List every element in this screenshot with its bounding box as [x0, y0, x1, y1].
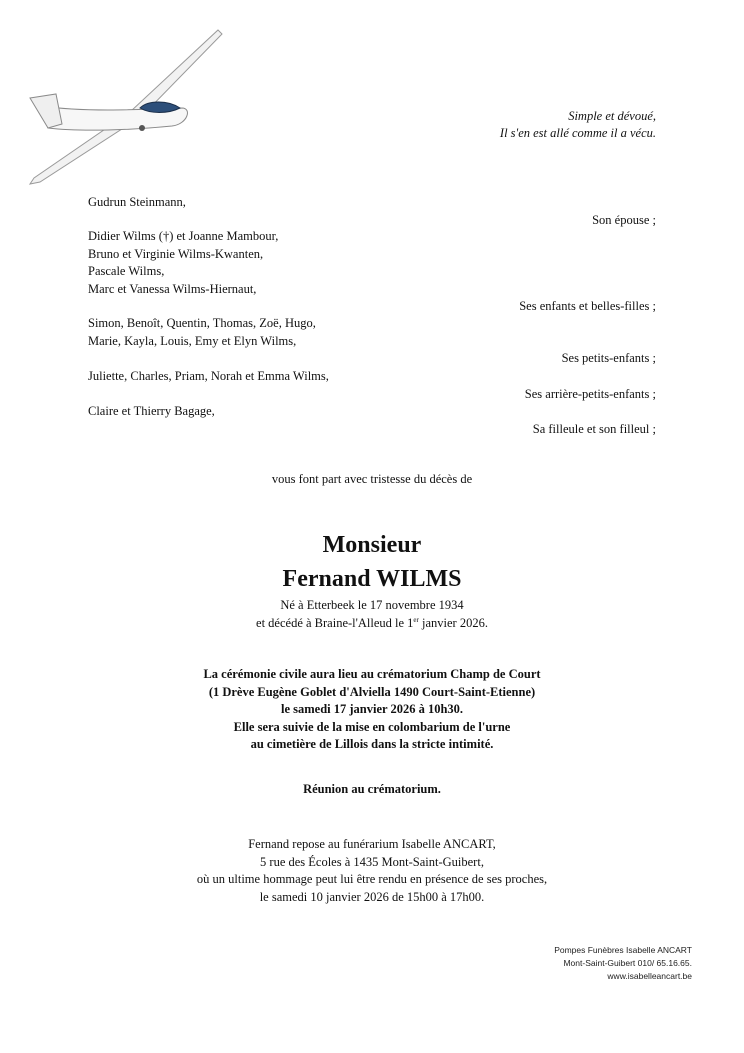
visitation-line: où un ultime hommage peut lui être rendu en présence de ses proches,	[196, 872, 548, 886]
ceremony-line: (1 Drève Eugène Goblet d'Alviella 1490 Court-Saint-Etienne)	[208, 684, 536, 699]
death-line-end: janvier 2026.	[418, 616, 488, 630]
family-role: Sa filleule et son filleul ;	[532, 421, 656, 436]
ordinal-suffix: er	[413, 615, 419, 624]
deceased-title: Monsieur	[322, 532, 422, 558]
family-name-line: Didier Wilms (†) et Joanne Mambour,	[88, 229, 279, 243]
footer-company: Pompes Funèbres Isabelle ANCART	[554, 945, 692, 955]
ceremony-info	[0, 666, 744, 754]
visitation-line: le samedi 10 janvier 2026 de 15h00 à 17h00.	[259, 889, 485, 904]
visitation-info	[0, 836, 744, 906]
visitation-line: Fernand repose au funérarium Isabelle ANCART,	[248, 837, 496, 851]
intro-text: vous font part avec tristesse du décès de	[271, 472, 473, 486]
family-group-godchildren	[88, 403, 656, 438]
birth-line: Né à Etterbeek le 17 novembre 1934	[280, 598, 464, 612]
family-group-children	[88, 228, 656, 316]
reunion-text: Réunion au crématorium.	[303, 782, 441, 796]
ceremony-line: La cérémonie civile aura lieu au crématorium Champ de Court	[203, 667, 541, 681]
family-group-great-grandchildren	[88, 368, 656, 403]
family-role: Ses petits-enfants ;	[561, 351, 656, 365]
glider-plane-icon	[22, 28, 228, 188]
death-line-start: et décédé à Braine-l'Alleud le 1	[256, 616, 414, 630]
family-name-line: Marie, Kayla, Louis, Emy et Elyn Wilms,	[88, 333, 297, 348]
funeral-home-footer	[554, 944, 692, 983]
motto	[500, 108, 656, 142]
family-group-grandchildren	[88, 315, 656, 368]
family-name-line: Simon, Benoît, Quentin, Thomas, Zoë, Hugo,	[88, 316, 316, 330]
motto-line-1: Simple et dévoué,	[568, 109, 656, 123]
deceased-name: Fernand WILMS	[282, 566, 462, 592]
family-name-line: Juliette, Charles, Priam, Norah et Emma Wilms,	[88, 369, 329, 383]
footer-website-link[interactable]: www.isabelleancart.be	[607, 971, 692, 981]
birth-death-info	[0, 596, 744, 632]
ceremony-line: le samedi 17 janvier 2026 à 10h30.	[280, 702, 464, 716]
motto-line-2: Il s'en est allé comme il a vécu.	[499, 126, 656, 140]
family-name-line: Marc et Vanessa Wilms-Hiernaut,	[88, 281, 257, 296]
family-role: Son épouse ;	[592, 212, 656, 227]
ceremony-line: Elle sera suivie de la mise en colombarium de l'urne	[233, 719, 511, 734]
family-name-line: Gudrun Steinmann,	[88, 195, 186, 209]
death-line	[0, 614, 744, 632]
footer-phone: Mont-Saint-Guibert 010/ 65.16.65.	[563, 958, 692, 968]
family-group-spouse	[88, 194, 656, 229]
family-name-line: Pascale Wilms,	[88, 264, 165, 278]
family-name-line: Bruno et Virginie Wilms-Kwanten,	[88, 246, 264, 261]
visitation-line: 5 rue des Écoles à 1435 Mont-Saint-Guibert,	[260, 854, 484, 869]
family-name-line: Claire et Thierry Bagage,	[88, 404, 215, 418]
family-role: Ses arrière-petits-enfants ;	[524, 386, 656, 401]
ceremony-line: au cimetière de Lillois dans la stricte intimité.	[250, 737, 494, 751]
family-role: Ses enfants et belles-filles ;	[519, 299, 656, 313]
